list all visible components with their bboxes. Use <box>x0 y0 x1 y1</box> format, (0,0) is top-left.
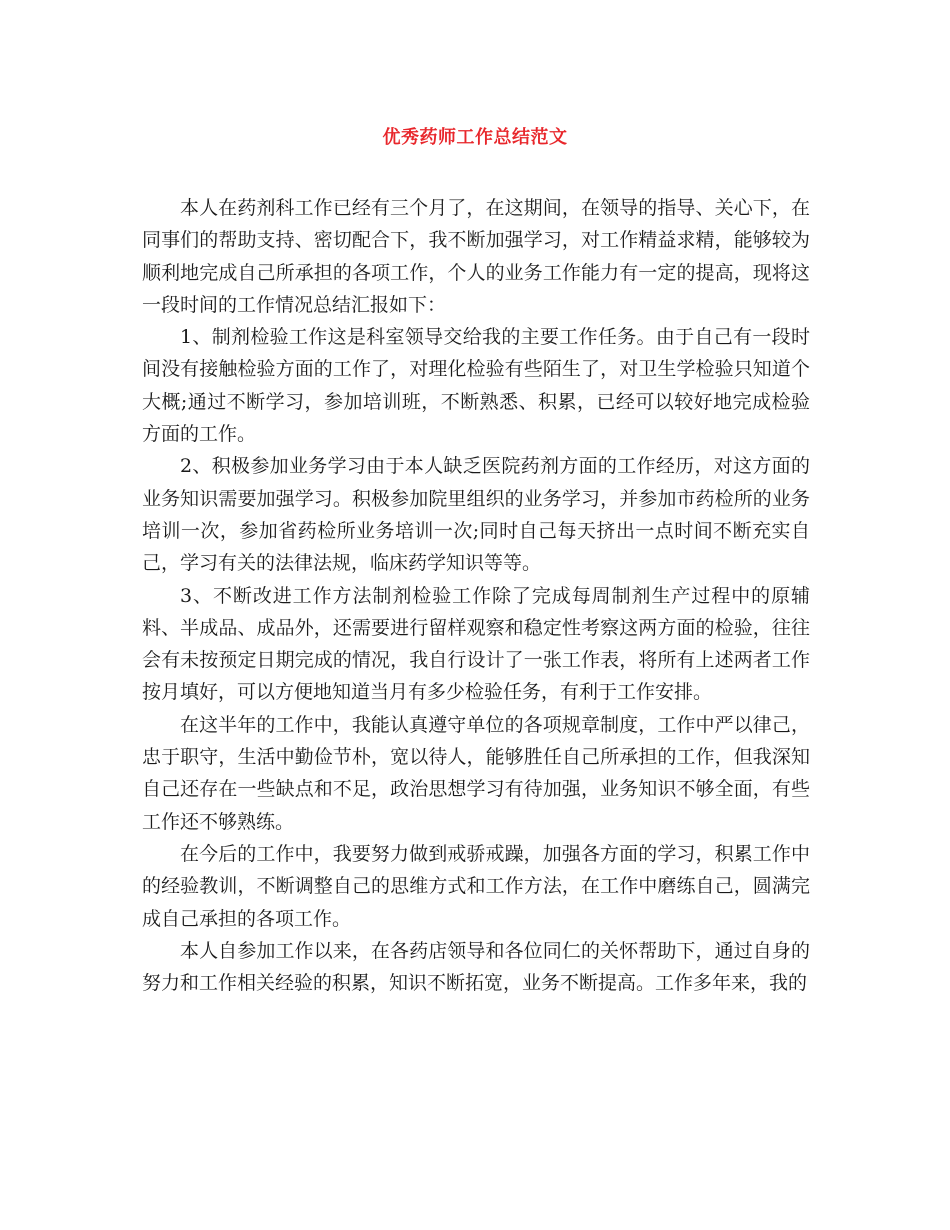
document-body <box>142 192 810 999</box>
paragraph-self-assessment: 在这半年的工作中，我能认真遵守单位的各项规章制度，工作中严以律己，忠于职守，生活中勤俭节朴，宽以待人，能够胜任自己所承担的工作，但我深知自己还存在一些缺点和不足，政治思想学习有待加强，业务知识不够全面，有些工作还不够熟练。 <box>142 713 810 833</box>
document-title: 优秀药师工作总结范文 <box>382 127 568 148</box>
paragraph-item-2: 2、积极参加业务学习由于本人缺乏医院药剂方面的工作经历，对这方面的业务知识需要加强学习。积极参加院里组织的业务学习，并参加市药检所的业务培训一次，参加省药检所业务培训一次;同时自己每天挤出一点时间不断充实自己，学习有关的法律法规，临床药学知识等等。 <box>142 455 810 575</box>
paragraph-future-plan: 在今后的工作中，我要努力做到戒骄戒躁，加强各方面的学习，积累工作中的经验教训，不断调整自己的思维方式和工作方法，在工作中磨练自己，圆满完成自己承担的各项工作。 <box>142 842 810 930</box>
paragraph-item-1: 1、制剂检验工作这是科室领导交给我的主要工作任务。由于自己有一段时间没有接触检验方面的工作了，对理化检验有些陌生了，对卫生学检验只知道个大概;通过不断学习，参加培训班，不断熟悉、积累，已经可以较好地完成检验方面的工作。 <box>142 326 810 446</box>
paragraph-intro: 本人在药剂科工作已经有三个月了，在这期间，在领导的指导、关心下，在同事们的帮助支持、密切配合下，我不断加强学习，对工作精益求精，能够较为顺利地完成自己所承担的各项工作，个人的业务工作能力有一定的提高，现将这一段时间的工作情况总结汇报如下： <box>142 197 810 316</box>
paragraph-item-3: 3、不断改进工作方法制剂检验工作除了完成每周制剂生产过程中的原辅料、半成品、成品外，还需要进行留样观察和稳定性考察这两方面的检验，往往会有未按预定日期完成的情况，我自行设计了一张工作表，将所有上述两者工作按月填好，可以方便地知道当月有多少检验任务，有利于工作安排。 <box>142 584 810 704</box>
paragraph-career-summary: 本人自参加工作以来，在各药店领导和各位同仁的关怀帮助下，通过自身的努力和工作相关经验的积累，知识不断拓宽，业务不断提高。工作多年来，我的 <box>142 939 810 995</box>
